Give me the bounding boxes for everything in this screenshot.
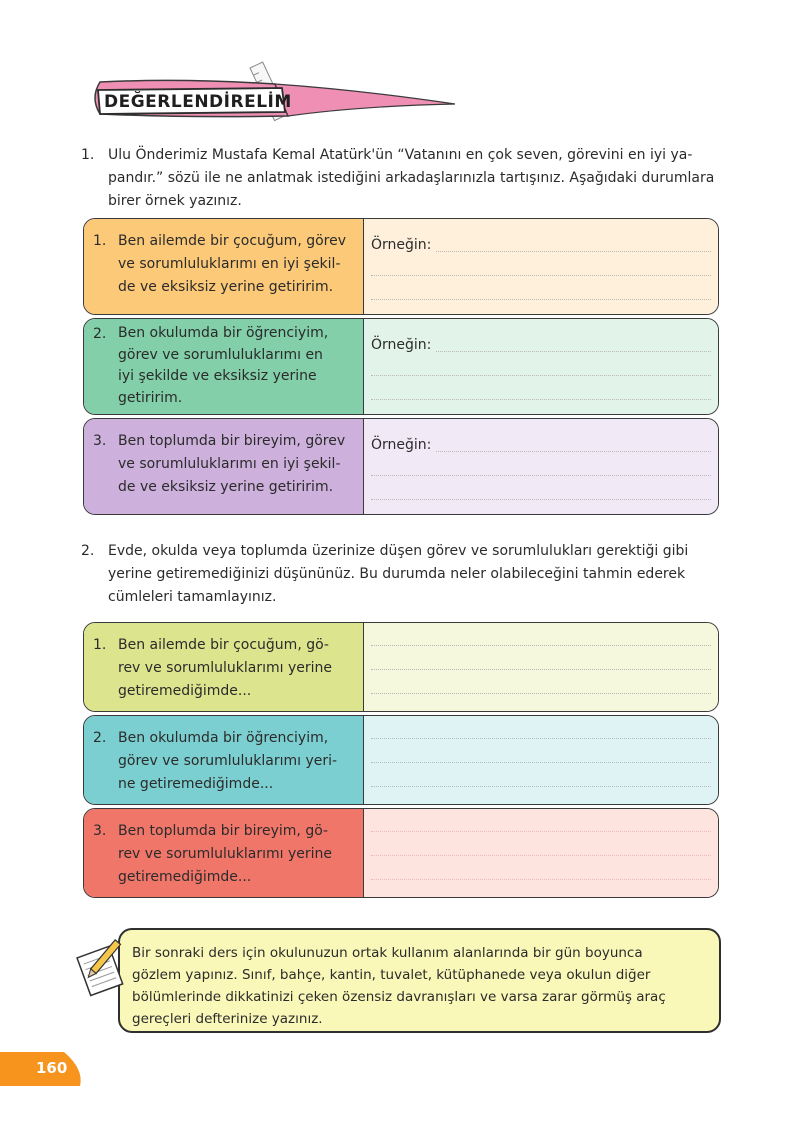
q2-row-1 bbox=[83, 622, 719, 712]
question-text-line: cümleleri tamamlayınız. bbox=[108, 589, 277, 605]
statement-line: görev ve sorumluluklarımı yeri- bbox=[118, 753, 338, 769]
question-text-line: pandır.” sözü ile ne anlatmak istediğini arkadaşlarınızla tartışınız. Aşağıdaki durumlara bbox=[108, 170, 715, 186]
statement-line: getiremediğimde... bbox=[118, 683, 252, 699]
statement-line: getiremediğimde... bbox=[118, 869, 252, 885]
statement-line: Ben toplumda bir bireyim, görev bbox=[118, 433, 346, 449]
example-label: Örneğin: bbox=[371, 437, 432, 453]
page-number-tab bbox=[0, 1052, 84, 1086]
answer-line[interactable] bbox=[371, 738, 711, 739]
answer-line[interactable] bbox=[371, 499, 711, 500]
statement-cell bbox=[84, 623, 364, 711]
answer-line[interactable] bbox=[371, 693, 711, 694]
question-number: 2. bbox=[81, 543, 95, 559]
note-line: bölümlerinde dikkatinizi çeken özensiz davranışları ve varsa zarar görmüş araç bbox=[132, 989, 666, 1005]
answer-line[interactable] bbox=[436, 351, 711, 352]
example-label: Örneğin: bbox=[371, 237, 432, 253]
answer-line[interactable] bbox=[371, 645, 711, 646]
answer-line[interactable] bbox=[371, 855, 711, 856]
question-text-line: Evde, okulda veya toplumda üzerinize düşen görev ve sorumlulukları gerektiği gibi bbox=[108, 543, 689, 559]
q1-row-1 bbox=[83, 218, 719, 315]
statement-cell bbox=[84, 319, 364, 414]
statement-line: getiririm. bbox=[118, 389, 183, 406]
q1-row-3 bbox=[83, 418, 719, 515]
statement-cell bbox=[84, 716, 364, 804]
statement-line: de ve eksiksiz yerine getiririm. bbox=[118, 279, 334, 295]
statement-line: Ben okulumda bir öğrenciyim, bbox=[118, 325, 329, 341]
statement-cell bbox=[84, 419, 364, 514]
question-number: 1. bbox=[81, 147, 95, 163]
section-title: DEĞERLENDİRELİM bbox=[104, 92, 292, 112]
row-number: 1. bbox=[93, 637, 107, 653]
row-number: 3. bbox=[93, 823, 107, 839]
statement-line: ve sorumluluklarımı en iyi şekil- bbox=[118, 456, 341, 472]
question-text-line: Ulu Önderimiz Mustafa Kemal Atatürk'ün “Vatanını en çok seven, görevini en iyi ya- bbox=[108, 147, 693, 163]
answer-area[interactable] bbox=[364, 623, 718, 711]
note-line: gözlem yapınız. Sınıf, bahçe, kantin, tuvalet, kütüphanede veya okulun diğer bbox=[132, 967, 651, 983]
answer-line[interactable] bbox=[371, 375, 711, 376]
note-line: Bir sonraki ders için okulunuzun ortak kullanım alanlarında bir gün boyunca bbox=[132, 945, 643, 961]
homework-note bbox=[118, 928, 721, 1033]
statement-line: rev ve sorumluluklarımı yerine bbox=[118, 660, 333, 676]
answer-line[interactable] bbox=[371, 831, 711, 832]
example-label: Örneğin: bbox=[371, 337, 432, 353]
answer-line[interactable] bbox=[371, 762, 711, 763]
statement-line: ve sorumluluklarımı en iyi şekil- bbox=[118, 256, 341, 272]
statement-line: görev ve sorumluluklarımı en bbox=[118, 346, 323, 363]
answer-area[interactable] bbox=[364, 319, 718, 414]
statement-cell bbox=[84, 219, 364, 314]
answer-line[interactable] bbox=[371, 879, 711, 880]
question-text-line: birer örnek yazınız. bbox=[108, 193, 242, 209]
answer-line[interactable] bbox=[436, 251, 711, 252]
answer-line[interactable] bbox=[371, 299, 711, 300]
statement-line: iyi şekilde ve eksiksiz yerine bbox=[118, 368, 317, 384]
answer-line[interactable] bbox=[371, 669, 711, 670]
notebook-pencil-icon bbox=[72, 938, 132, 998]
answer-line[interactable] bbox=[371, 275, 711, 276]
statement-line: Ben okulumda bir öğrenciyim, bbox=[118, 730, 329, 746]
answer-line[interactable] bbox=[436, 451, 711, 452]
statement-line: Ben ailemde bir çocuğum, gö- bbox=[118, 637, 329, 653]
answer-area[interactable] bbox=[364, 809, 718, 897]
statement-cell bbox=[84, 809, 364, 897]
answer-area[interactable] bbox=[364, 419, 718, 514]
row-number: 3. bbox=[93, 433, 107, 449]
answer-line[interactable] bbox=[371, 475, 711, 476]
row-number: 2. bbox=[93, 730, 107, 746]
q2-row-3 bbox=[83, 808, 719, 898]
statement-line: ne getiremediğimde... bbox=[118, 776, 274, 792]
answer-area[interactable] bbox=[364, 219, 718, 314]
answer-line[interactable] bbox=[371, 399, 711, 400]
answer-area[interactable] bbox=[364, 716, 718, 804]
page-number: 160 bbox=[36, 1059, 68, 1077]
question-text-line: yerine getiremediğinizi düşününüz. Bu durumda neler olabileceğini tahmin ederek bbox=[108, 566, 686, 582]
row-number: 1. bbox=[93, 233, 107, 249]
statement-line: Ben ailemde bir çocuğum, görev bbox=[118, 233, 347, 249]
q2-row-2 bbox=[83, 715, 719, 805]
row-number: 2. bbox=[93, 326, 107, 342]
statement-line: de ve eksiksiz yerine getiririm. bbox=[118, 479, 334, 495]
statement-line: rev ve sorumluluklarımı yerine bbox=[118, 846, 333, 862]
q1-row-2 bbox=[83, 318, 719, 415]
note-line: gereçleri defterinize yazınız. bbox=[132, 1011, 323, 1027]
answer-line[interactable] bbox=[371, 786, 711, 787]
statement-line: Ben toplumda bir bireyim, gö- bbox=[118, 823, 329, 839]
